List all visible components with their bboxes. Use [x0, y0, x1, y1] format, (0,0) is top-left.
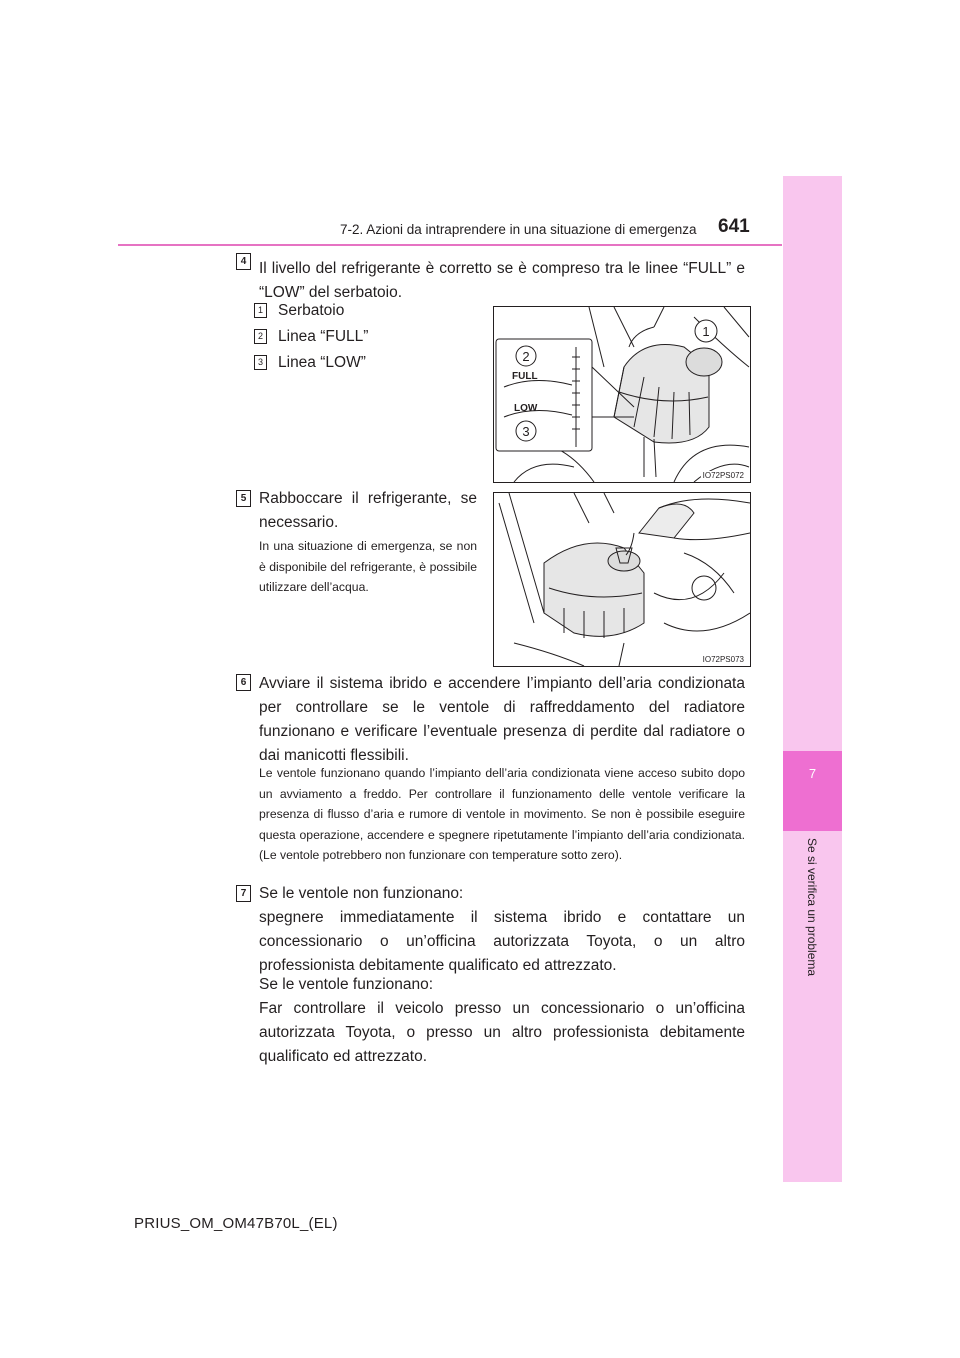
fans-working-text: Far controllare il veicolo presso un concessionario o un’officina autorizzata Toyota, o presso un altro professionista debitamente qualificato ed attrezzato.: [259, 1000, 745, 1065]
header-divider: [118, 244, 782, 246]
step-badge-5: 5: [236, 490, 251, 507]
step-6-note: Le ventole funzionano quando l’impianto dell’aria condizionata viene acceso subito dopo un avviamento a freddo. Per controllare il funzionamento delle ventole verificare la presenza di flusso d’aria e rumore di ventole in movimento. Se non è possibile eseguire questa operazione, accendere e spegnere ripetutamente l’impianto dell’aria condizionata. (Le ventole potrebbero non funzionare con temperature sotto zero).: [259, 766, 745, 863]
chapter-title: Se si verifica un problema: [805, 838, 819, 977]
document-code: PRIUS_OM_OM47B70L_(EL): [134, 1215, 338, 1232]
legend-label-full-line: Linea “FULL”: [278, 328, 369, 345]
chapter-side-tab-active[interactable]: [783, 751, 842, 831]
legend-number-2: 2: [254, 329, 267, 344]
figure-code-072: IO72PS072: [702, 471, 744, 480]
step-badge-7: 7: [236, 885, 251, 902]
step-4-text: Il livello del refrigerante è corretto se è compreso tra le linee “FULL” e “LOW” del serbatoio.: [259, 260, 745, 301]
chapter-side-tab: [783, 176, 842, 1182]
step-badge-6: 6: [236, 674, 251, 691]
chapter-number: 7: [808, 766, 817, 781]
figure-callout-2: 2: [522, 349, 530, 364]
figure-callout-1: 1: [702, 324, 710, 339]
figure-code-073: IO72PS073: [702, 655, 744, 664]
legend-label-low-line: Linea “LOW”: [278, 354, 366, 371]
gauge-label-low: LOW: [514, 403, 538, 414]
figure-coolant-refill: [493, 492, 751, 667]
figure-callout-3: 3: [522, 424, 530, 439]
step-badge-4: 4: [236, 253, 251, 270]
gauge-label-full: FULL: [512, 371, 538, 382]
legend-label-tank: Serbatoio: [278, 302, 345, 319]
figure-coolant-reservoir-level: [493, 306, 751, 483]
step-5-note: In una situazione di emergenza, se non è disponibile del refrigerante, è possibile utilizzare dell’acqua.: [259, 539, 477, 595]
fans-not-working-heading: Se le ventole non funzionano:: [259, 885, 464, 902]
fans-working-heading: Se le ventole funzionano:: [259, 976, 434, 993]
page-number: 641: [718, 216, 750, 237]
refill-illustration: [494, 493, 750, 666]
step-5-text: Rabboccare il refrigerante, se necessario.: [259, 490, 477, 531]
step-6-text: Avviare il sistema ibrido e accendere l’impianto dell’aria condizionata per controllare se le ventole di raffreddamento del radiatore funzionano e verificare l’eventuale presenza di perdite dal radiatore o dai manicotti flessibili.: [259, 675, 745, 764]
legend-number-3: 3: [254, 355, 267, 370]
section-title: 7-2. Azioni da intraprendere in una situazione di emergenza: [340, 222, 697, 237]
legend-number-1: 1: [254, 303, 267, 318]
reservoir-illustration: [494, 307, 750, 482]
fans-not-working-text: spegnere immediatamente il sistema ibrido e contattare un concessionario o un’officina autorizzata Toyota, o un altro professionista debitamente qualificato ed attrezzato.: [259, 909, 745, 974]
